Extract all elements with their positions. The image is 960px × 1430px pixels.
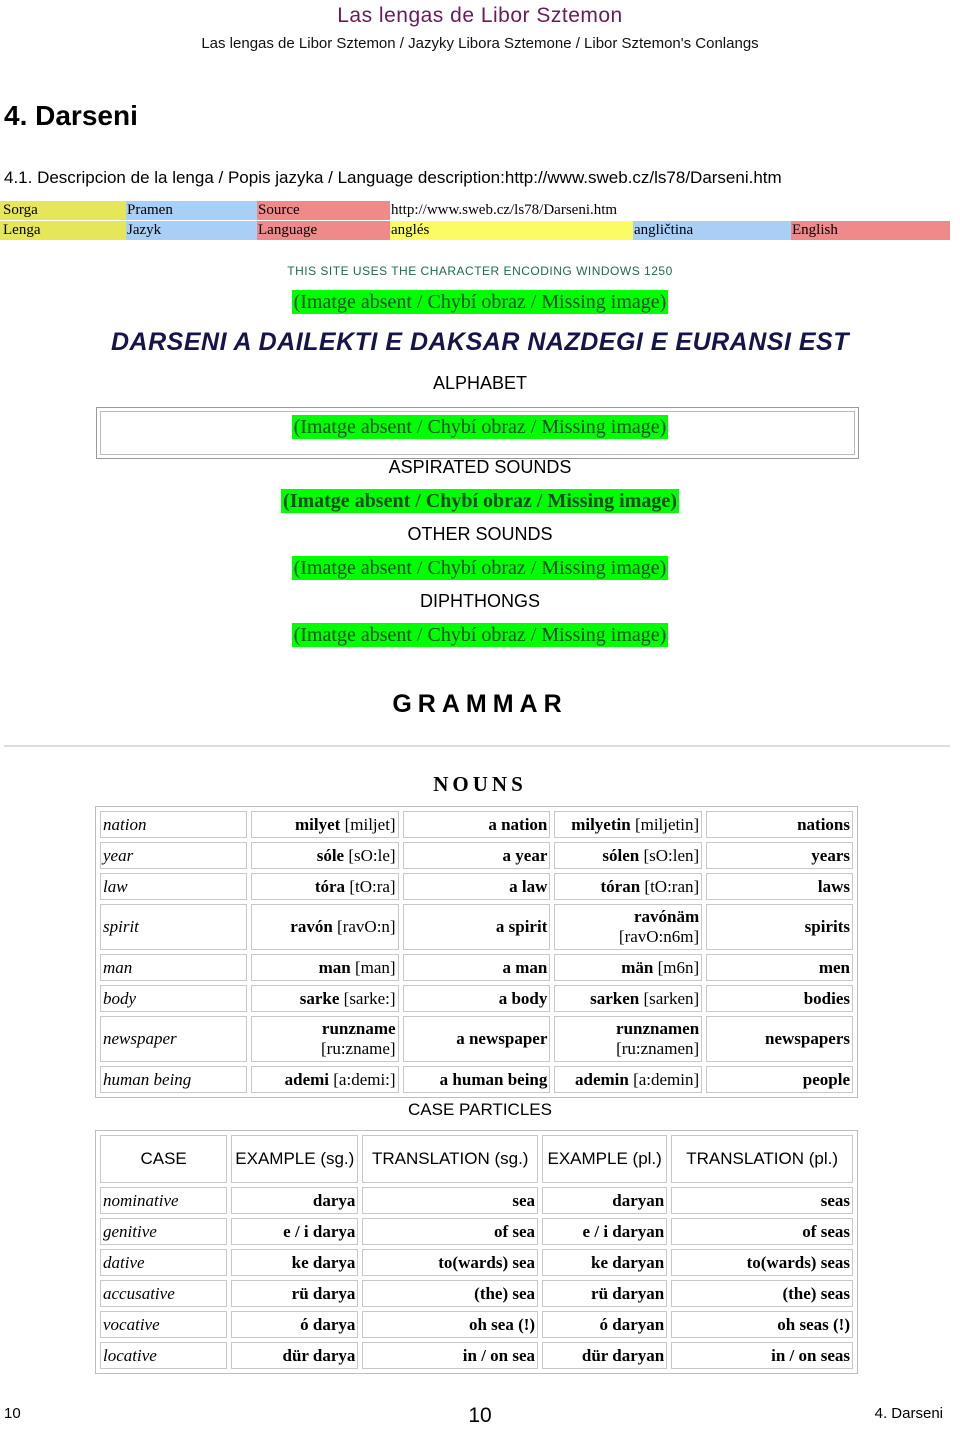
alphabet-heading: ALPHABET bbox=[432, 373, 528, 393]
noun-singular-translation-cell: a law bbox=[403, 873, 551, 900]
source-language-table bbox=[0, 201, 950, 241]
example-sg-cell: e / i darya bbox=[231, 1218, 358, 1245]
missing-image-aspirated: (Imatge absent / Chybí obraz / Missing image) bbox=[283, 490, 677, 512]
meta-language-cs: angličtina bbox=[633, 221, 791, 240]
encoding-note: THIS SITE USES THE CHARACTER ENCODING WINDOWS 1250 bbox=[287, 264, 673, 278]
case-header-translation-sg: TRANSLATION (sg.) bbox=[362, 1135, 538, 1183]
case-name-cell: vocative bbox=[100, 1311, 227, 1338]
case-name-cell: nominative bbox=[100, 1187, 227, 1214]
noun-singular-translation-cell: a year bbox=[403, 842, 551, 869]
noun-plural-translation-cell: bodies bbox=[706, 985, 853, 1012]
footer-page-number: 10 bbox=[468, 1404, 492, 1427]
table-row bbox=[100, 873, 853, 900]
case-particles-heading: CASE PARTICLES bbox=[408, 1100, 552, 1119]
source-url-link[interactable]: http://www.sweb.cz/ls78/Darseni.htm bbox=[391, 202, 618, 218]
case-header-example-sg: EXAMPLE (sg.) bbox=[231, 1135, 358, 1183]
other-sounds-heading: OTHER SOUNDS bbox=[407, 524, 553, 544]
example-sg-cell: dür darya bbox=[231, 1342, 358, 1369]
noun-plural-cell: ademin [a:demin] bbox=[554, 1066, 702, 1093]
nouns-heading: NOUNS bbox=[433, 772, 527, 796]
translation-sg-cell: (the) sea bbox=[362, 1280, 538, 1307]
site-subtitle: Las lengas de Libor Sztemon / Jazyky Libora Sztemone / Libor Sztemon's Conlangs bbox=[201, 35, 759, 52]
case-header-translation-pl: TRANSLATION (pl.) bbox=[671, 1135, 853, 1183]
noun-plural-translation-cell: nations bbox=[706, 811, 853, 838]
meta-language-ca: anglés bbox=[390, 221, 633, 240]
noun-meaning-cell: newspaper bbox=[100, 1016, 247, 1062]
translation-sg-cell: oh sea (!) bbox=[362, 1311, 538, 1338]
table-row bbox=[100, 954, 853, 981]
missing-image-alphabet: (Imatge absent / Chybí obraz / Missing image) bbox=[293, 416, 667, 438]
example-sg-cell: ó darya bbox=[231, 1311, 358, 1338]
noun-meaning-cell: law bbox=[100, 873, 247, 900]
meta-pramen: Pramen bbox=[126, 201, 257, 220]
noun-plural-cell: milyetin [miljetin] bbox=[554, 811, 702, 838]
table-row bbox=[100, 904, 853, 950]
noun-plural-cell: tóran [tO:ran] bbox=[554, 873, 702, 900]
case-header-example-pl: EXAMPLE (pl.) bbox=[542, 1135, 667, 1183]
example-pl-cell: dür daryan bbox=[542, 1342, 667, 1369]
translation-sg-cell: in / on sea bbox=[362, 1342, 538, 1369]
grammar-heading: GRAMMAR bbox=[392, 690, 568, 718]
noun-singular-cell: milyet [miljet] bbox=[251, 811, 399, 838]
footer-chapter: 4. Darseni bbox=[874, 1405, 943, 1422]
translation-sg-cell: sea bbox=[362, 1187, 538, 1214]
meta-language-en: English bbox=[791, 221, 950, 240]
noun-singular-cell: man [man] bbox=[251, 954, 399, 981]
case-name-cell: dative bbox=[100, 1249, 227, 1276]
noun-meaning-cell: spirit bbox=[100, 904, 247, 950]
divider bbox=[4, 745, 950, 747]
translation-pl-cell: seas bbox=[671, 1187, 853, 1214]
example-pl-cell: ó daryan bbox=[542, 1311, 667, 1338]
noun-plural-cell: runznamen [ru:znamen] bbox=[554, 1016, 702, 1062]
table-row bbox=[100, 1342, 853, 1369]
chapter-heading: 4. Darseni bbox=[4, 100, 138, 131]
noun-singular-translation-cell: a newspaper bbox=[403, 1016, 551, 1062]
case-name-cell: accusative bbox=[100, 1280, 227, 1307]
noun-meaning-cell: body bbox=[100, 985, 247, 1012]
translation-pl-cell: of seas bbox=[671, 1218, 853, 1245]
noun-singular-translation-cell: a man bbox=[403, 954, 551, 981]
translation-sg-cell: to(wards) sea bbox=[362, 1249, 538, 1276]
case-name-cell: locative bbox=[100, 1342, 227, 1369]
table-row bbox=[100, 1311, 853, 1338]
example-pl-cell: ke daryan bbox=[542, 1249, 667, 1276]
translation-sg-cell: of sea bbox=[362, 1218, 538, 1245]
aspirated-heading: ASPIRATED SOUNDS bbox=[388, 457, 572, 477]
translation-pl-cell: to(wards) seas bbox=[671, 1249, 853, 1276]
table-row bbox=[100, 1066, 853, 1093]
table-row bbox=[100, 985, 853, 1012]
noun-singular-cell: sóle [sO:le] bbox=[251, 842, 399, 869]
table-row bbox=[100, 811, 853, 838]
translation-pl-cell: in / on seas bbox=[671, 1342, 853, 1369]
table-row bbox=[100, 842, 853, 869]
noun-plural-translation-cell: years bbox=[706, 842, 853, 869]
noun-singular-cell: ravón [ravO:n] bbox=[251, 904, 399, 950]
table-row bbox=[100, 1218, 853, 1245]
noun-plural-translation-cell: newspapers bbox=[706, 1016, 853, 1062]
table-row bbox=[100, 1187, 853, 1214]
noun-plural-cell: sólen [sO:len] bbox=[554, 842, 702, 869]
noun-plural-cell: sarken [sarken] bbox=[554, 985, 702, 1012]
example-pl-cell: daryan bbox=[542, 1187, 667, 1214]
section-heading: 4.1. Descripcion de la lenga / Popis jazyka / Language description:http://www.sweb.cz/ls78/Darseni.htm bbox=[4, 168, 782, 187]
noun-plural-cell: män [m6n] bbox=[554, 954, 702, 981]
meta-language: Language bbox=[257, 221, 390, 240]
meta-sorga: Sorga bbox=[0, 201, 126, 220]
table-row bbox=[100, 1280, 853, 1307]
noun-singular-translation-cell: a human being bbox=[403, 1066, 551, 1093]
case-name-cell: genitive bbox=[100, 1218, 227, 1245]
missing-image-other: (Imatge absent / Chybí obraz / Missing image) bbox=[293, 557, 667, 579]
noun-singular-cell: sarke [sarke:] bbox=[251, 985, 399, 1012]
site-title: Las lengas de Libor Sztemon bbox=[337, 4, 623, 27]
noun-plural-translation-cell: men bbox=[706, 954, 853, 981]
noun-meaning-cell: year bbox=[100, 842, 247, 869]
diphthongs-heading: DIPHTHONGS bbox=[419, 591, 540, 611]
noun-meaning-cell: human being bbox=[100, 1066, 247, 1093]
table-row bbox=[100, 1016, 853, 1062]
noun-singular-translation-cell: a spirit bbox=[403, 904, 551, 950]
example-pl-cell: rü daryan bbox=[542, 1280, 667, 1307]
table-row bbox=[100, 1249, 853, 1276]
translation-pl-cell: oh seas (!) bbox=[671, 1311, 853, 1338]
meta-source: Source bbox=[257, 201, 390, 220]
noun-meaning-cell: nation bbox=[100, 811, 247, 838]
example-sg-cell: ke darya bbox=[231, 1249, 358, 1276]
nouns-table bbox=[95, 806, 858, 1098]
main-title: DARSENI A DAILEKTI E DAKSAR NAZDEGI E EURANSI EST bbox=[111, 328, 849, 356]
noun-singular-cell: runzname [ru:zname] bbox=[251, 1016, 399, 1062]
meta-lenga: Lenga bbox=[0, 221, 126, 240]
noun-plural-cell: ravónäm [ravO:n6m] bbox=[554, 904, 702, 950]
missing-image-diphthongs: (Imatge absent / Chybí obraz / Missing image) bbox=[293, 624, 667, 646]
example-pl-cell: e / i daryan bbox=[542, 1218, 667, 1245]
meta-jazyk: Jazyk bbox=[126, 221, 257, 240]
noun-plural-translation-cell: people bbox=[706, 1066, 853, 1093]
case-header-case: CASE bbox=[100, 1135, 227, 1183]
noun-singular-translation-cell: a body bbox=[403, 985, 551, 1012]
missing-image-1: (Imatge absent / Chybí obraz / Missing image) bbox=[293, 291, 667, 313]
noun-singular-translation-cell: a nation bbox=[403, 811, 551, 838]
noun-meaning-cell: man bbox=[100, 954, 247, 981]
noun-singular-cell: tóra [tO:ra] bbox=[251, 873, 399, 900]
translation-pl-cell: (the) seas bbox=[671, 1280, 853, 1307]
noun-plural-translation-cell: laws bbox=[706, 873, 853, 900]
noun-plural-translation-cell: spirits bbox=[706, 904, 853, 950]
noun-singular-cell: ademi [a:demi:] bbox=[251, 1066, 399, 1093]
example-sg-cell: darya bbox=[231, 1187, 358, 1214]
case-particles-table bbox=[95, 1130, 858, 1374]
footer-page-left: 10 bbox=[4, 1405, 21, 1422]
example-sg-cell: rü darya bbox=[231, 1280, 358, 1307]
